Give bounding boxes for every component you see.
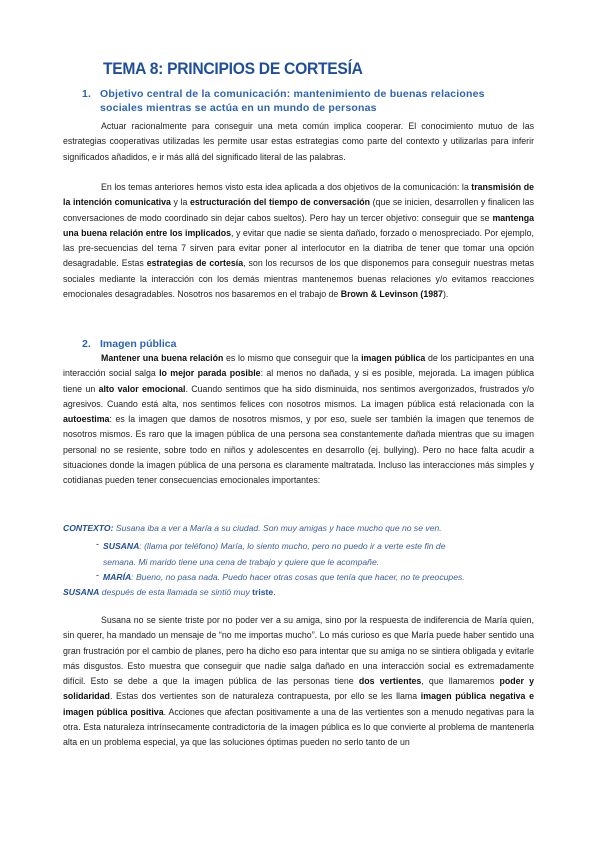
- result-text: después de esta llamada se sintió muy: [99, 587, 253, 597]
- example-context: [63, 521, 543, 536]
- text: . Estas dos vertientes son de naturaleza contrapuesta, por ello se les llama: [109, 691, 421, 702]
- paragraph-2: [63, 180, 534, 302]
- text: Susana no se siente triste por no poder ver a su amiga, sino por la respuesta de indiferencia de María quien, sin querer, ha mandado un mensaje de “no me importas mucho”. Lo más curioso es que María puede haber sentido una gran frustración por el cambio de planes, pero ha dicho eso para intentar que su amiga no se sintiera obligada y evitarle más disgustos. Esto muestra que conseguir que nadie salga dañado en una interacción social es extremadamente difícil. Esto se debe a que la imagen pública de las personas tiene: [63, 615, 534, 687]
- text: de los participantes en una interacción social salga: [63, 353, 535, 379]
- paragraph-3: [63, 351, 534, 489]
- text: , son los recursos de los que disponemos para conseguir nuestras metas sociales mediante la interacción con los demás mientras mantenemos buenas relaciones y/o evitamos reacciones emocionales desagradables. Nosotros nos basaremos en el trabajo de: [63, 258, 534, 300]
- bold-text: mantenga una buena relación entre los implicados: [63, 212, 534, 238]
- context-label: CONTEXTO:: [63, 523, 114, 533]
- text: y la: [170, 197, 190, 208]
- text: : al menos no dañada, y si es posible, mejorada. La imagen pública tiene un: [63, 368, 534, 394]
- paragraph-1-text: Actuar racionalmente para conseguir una meta común implica cooperar. El conocimiento mutuo de las estrategias cooperativas utilizadas les permite usar estas estrategias como parte del contexto y utilizarlas para inferir significados añadidos, e ir más allá del significado literal de las palabras.: [63, 121, 534, 162]
- section-2-heading: [82, 338, 176, 350]
- bold-text: Brown & Levinson (1987: [340, 289, 443, 300]
- bold-text: Mantener una buena relación: [101, 353, 224, 363]
- bold-text: transmisión de la intención comunicativa: [63, 182, 534, 208]
- paragraph-1: [63, 119, 534, 165]
- example-line-susana: [103, 539, 535, 554]
- speaker-susana: SUSANA: [63, 587, 100, 597]
- result-word: triste: [252, 587, 274, 597]
- text: ).: [442, 289, 449, 300]
- text: : es la imagen que damos de nosotros mismos, y por eso, suele ser también la imagen que tenemos de nosotros mismos. Es raro que la imagen pública de una persona sea constantemente dañada mientras que su imagen personal no se resiente, sobre todo en niños y adolescentes en desarrollo (ej. bullying). Pero no hace falta acudir a situaciones donde la imagen pública de una persona es claramente maltratada. Incluso las interacciones más simples y cotidianas pueden tener consecuencias emocionales importantes:: [63, 414, 534, 486]
- text: . Cuando sentimos que ha sido disminuida, nos sentimos avergonzados, frustrados y/o agresivos. Cuando está alta, nos sentimos felices con nosotros mismos. La imagen pública está relacionada con la: [63, 383, 534, 409]
- bold-text: imagen pública negativa e imagen pública positiva: [63, 691, 534, 717]
- section-1-heading: [82, 87, 534, 115]
- text: es lo mismo que conseguir que la: [223, 353, 362, 363]
- text: , que llamaremos: [421, 676, 500, 687]
- bold-text: dos vertientes: [358, 676, 422, 687]
- section-1-number: 1.: [82, 88, 92, 100]
- speaker-maria: MARÍA: [103, 572, 132, 582]
- dialogue-text: : Bueno, no pasa nada. Puedo hacer otras cosas que tenía que hacer, no te preocupes.: [131, 572, 465, 582]
- section-2-heading-text: Imagen pública: [100, 338, 177, 350]
- text: (que se inicien, desarrollen y finalicen las conversaciones de modo coordinado sin dejar cabos sueltos). Pero hay un tercer objetivo: conseguir que se: [63, 197, 534, 223]
- paragraph-4: [63, 613, 534, 751]
- dash-marker: -: [96, 570, 99, 580]
- dialogue-text: : (llama por teléfono) María, lo siento mucho, pero no puedo ir a verte este fin de: [139, 541, 446, 551]
- text: , y evitar que nadie se sienta dañado, forzado o menospreciado. Por ejemplo, las pre-secuencias del tema 7 sirven para evitar poner al interlocutor en la diatriba de tener que tomar una opción desagradable. Estas: [63, 227, 534, 269]
- bold-text: alto valor emocional: [98, 383, 186, 394]
- section-1-heading-line1: Objetivo central de la comunicación: mantenimiento de buenas relaciones: [100, 88, 485, 100]
- result-end: .: [273, 587, 276, 597]
- bold-text: imagen pública: [361, 353, 426, 363]
- example-result: [63, 585, 533, 600]
- speaker-susana: SUSANA: [103, 541, 140, 551]
- context-text: Susana iba a ver a María a su ciudad. Son muy amigas y hace mucho que no se ven.: [113, 523, 442, 533]
- bold-text: estrategias de cortesía: [146, 258, 244, 269]
- text: . Acciones que afectan positivamente a una de las vertientes son a menudo negativas para la otra. Esta naturaleza intrínsecamente contradictoria de la imagen pública es lo que convierte al problema de mantenerla alta en un problema especial, ya que las soluciones óptimas pueden no serlo tanto de un: [63, 706, 534, 748]
- example-line-maria: [103, 570, 543, 585]
- bold-text: autoestima: [63, 414, 110, 425]
- bold-text: lo mejor parada posible: [159, 368, 261, 379]
- bold-text: estructuración del tiempo de conversación: [189, 197, 371, 208]
- example-line-susana-cont: semana. Mi marido tiene una cena de trabajo y quiere que le acompañe.: [103, 557, 380, 567]
- text: En los temas anteriores hemos visto esta idea aplicada a dos objetivos de la comunicación: la: [101, 182, 472, 192]
- bold-text: poder y solidaridad: [63, 676, 534, 702]
- page-title: TEMA 8: PRINCIPIOS DE CORTESÍA: [103, 59, 363, 78]
- dash-marker: -: [96, 539, 99, 549]
- section-1-heading-line2: sociales mientras se actúa en un mundo de personas: [100, 102, 377, 114]
- section-2-number: 2.: [82, 338, 91, 350]
